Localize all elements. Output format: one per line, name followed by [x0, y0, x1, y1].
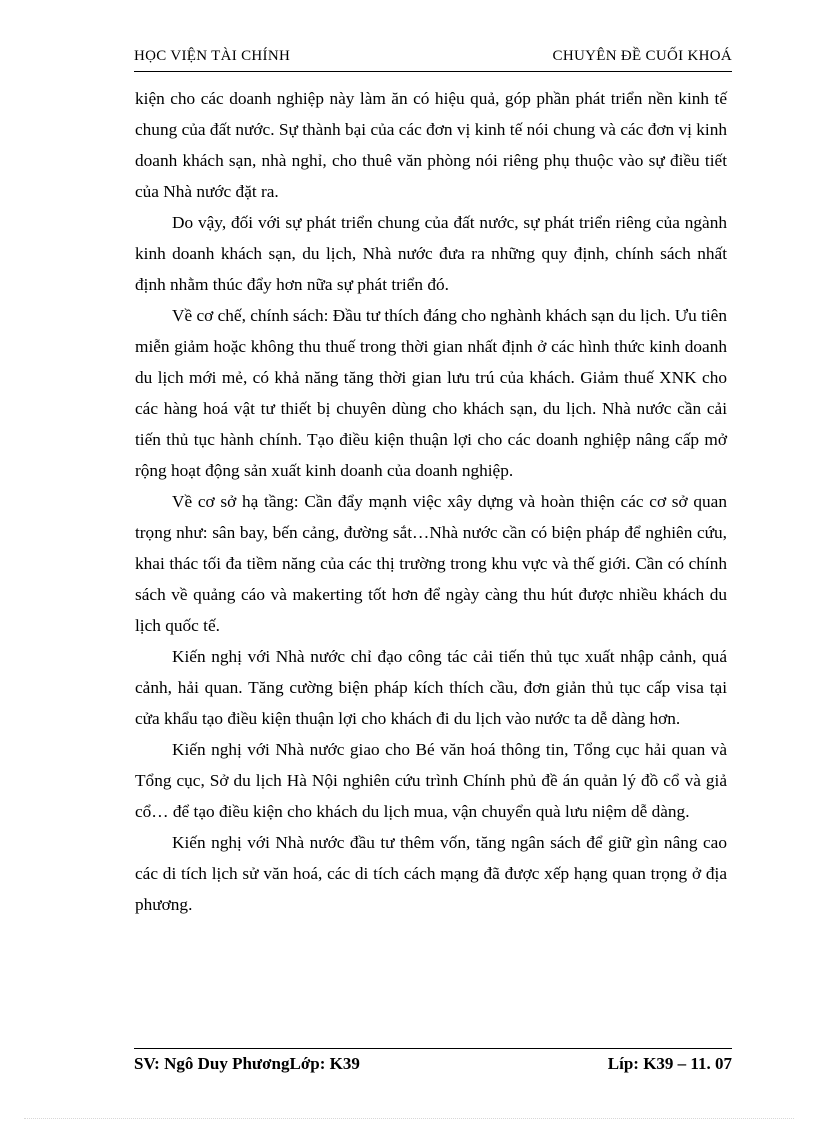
paragraph: Về cơ chế, chính sách: Đầu tư thích đáng cho nghành khách sạn du lịch. Ưu tiên miễn giảm hoặc không thu thuế trong thời gian nhất định ở các hình thức kinh doanh du lịch mới mẻ, có khả năng tăng thời gian lưu trú của khách. Giảm thuế XNK cho các hàng hoá vật tư thiết bị chuyên dùng cho khách sạn, du lịch. Nhà nước cần cải tiến thủ tục hành chính. Tạo điều kiện thuận lợi cho các doanh nghiệp nâng cấp mở rộng hoạt động sản xuất kinh doanh của doanh nghiệp.: [135, 306, 727, 480]
footer-student: SV: Ngô Duy PhươngLớp: K39: [134, 1054, 360, 1073]
footer-class: Líp: K39 – 11. 07: [607, 1054, 732, 1073]
paragraph: Do vậy, đối với sự phát triển chung của đất nước, sự phát triển riêng của ngành kinh doanh khách sạn, du lịch, Nhà nước đưa ra những quy định, chính sách nhất định nhằm thúc đẩy hơn nữa sự phát triển đó.: [135, 213, 727, 294]
page-footer: [134, 1054, 732, 1078]
header-divider: [134, 71, 732, 72]
page-header: [134, 48, 732, 70]
paragraph: Kiến nghị với Nhà nước đầu tư thêm vốn, tăng ngân sách để giữ gìn nâng cao các di tích lịch sử văn hoá, các di tích cách mạng đã được xếp hạng quan trọng ở địa phương.: [135, 833, 727, 914]
page-bottom-edge: [24, 1118, 794, 1119]
paragraph: Kiến nghị với Nhà nước chỉ đạo công tác cải tiến thủ tục xuất nhập cảnh, quá cảnh, hải quan. Tăng cường biện pháp kích thích cầu, đơn giản thủ tục cấp visa tại cửa khẩu tạo điều kiện thuận lợi cho khách đi du lịch vào nước ta dễ dàng hơn.: [135, 647, 727, 728]
header-document-type: CHUYÊN ĐỀ CUỐI KHOÁ: [552, 48, 732, 64]
header-institution: HỌC VIỆN TÀI CHÍNH: [134, 48, 291, 64]
body-text: [135, 83, 727, 920]
footer-divider: [134, 1048, 732, 1049]
paragraph: Về cơ sở hạ tầng: Cần đẩy mạnh việc xây dựng và hoàn thiện các cơ sở quan trọng như: sân bay, bến cảng, đường sắt…Nhà nước cần có biện pháp để nghiên cứu, khai thác tối đa tiềm năng của các thị trường trong khu vực và thế giới. Cần có chính sách về quảng cáo và makerting tốt hơn để ngày càng thu hút được nhiều khách du lịch quốc tế.: [135, 492, 727, 635]
paragraph: Kiến nghị với Nhà nước giao cho Bé văn hoá thông tin, Tổng cục hải quan và Tổng cục, Sở du lịch Hà Nội nghiên cứu trình Chính phủ đề án quản lý đồ cổ và giả cổ… để tạo điều kiện cho khách du lịch mua, vận chuyển quà lưu niệm dễ dàng.: [135, 740, 727, 821]
paragraph-continuation: kiện cho các doanh nghiệp này làm ăn có hiệu quả, góp phần phát triển nền kinh tế chung của đất nước. Sự thành bại của các đơn vị kinh tế nói chung và các đơn vị kinh doanh khách sạn, nhà nghỉ, cho thuê văn phòng nói riêng phụ thuộc vào sự điều tiết của Nhà nước đặt ra.: [135, 89, 727, 201]
